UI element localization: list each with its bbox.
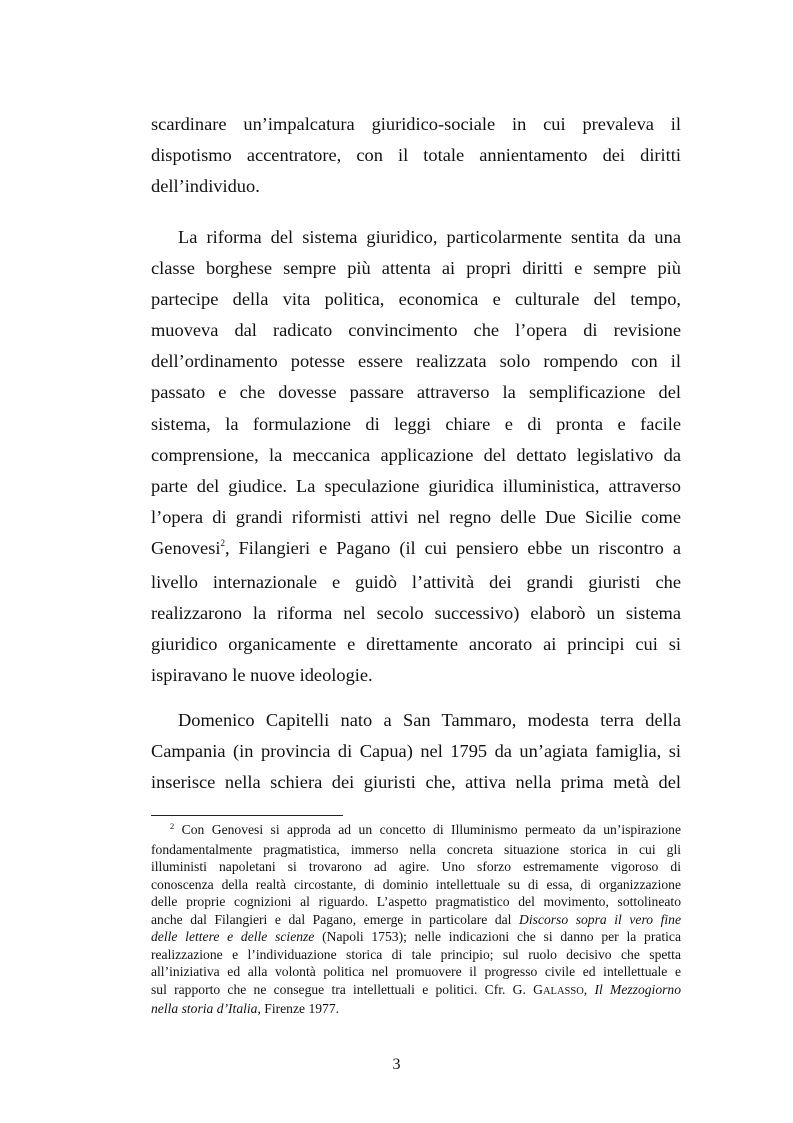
text-line: giuridico organicamente e direttamente ancorato ai principi cui si <box>151 634 681 655</box>
book-title: Il Mezzogiorno <box>594 981 681 997</box>
text-fragment: Con Genovesi si approda ad un concetto di Illuminismo permeato da un’ispirazione <box>174 822 681 837</box>
text-line: comprensione, la meccanica applicazione del dettato legislativo da <box>151 444 681 465</box>
page-number: 3 <box>392 1056 401 1073</box>
footnote-line: illuministi napoletani si trovarono ad agire. Uno sforzo estremamente vigoroso di <box>151 859 681 874</box>
author-initial: G <box>533 981 543 997</box>
footnote-line <box>151 928 681 946</box>
footnote <box>151 821 681 1018</box>
text-line: parte del giudice. La speculazione giuridica illuministica, attraverso <box>151 475 681 496</box>
text-line: realizzarono la riforma nel secolo successivo) elaborò un sistema <box>151 603 681 624</box>
text-line: Campania (in provincia di Capua) nel 1795 da un’agiata famiglia, si <box>151 741 681 762</box>
text-line: l’opera di grandi riformisti attivi nel regno delle Due Sicilie come <box>151 506 681 527</box>
text-line: classe borghese sempre più attenta ai propri diritti e sempre più <box>151 258 681 279</box>
text-fragment: anche dal Filangieri e dal Pagano, emerge in particolare dal <box>151 911 520 927</box>
text-line: dell’individuo. <box>151 176 260 197</box>
footnote-line: conoscenza della realtà circostante, di dominio intellettuale su di essa, di organizzazione <box>151 876 681 892</box>
text-fragment: , <box>583 981 595 997</box>
text-line: sistema, la formulazione di leggi chiare e di pronta e facile <box>151 413 681 434</box>
text-line: passato e che dovesse passare attraverso la semplificazione del <box>151 382 681 403</box>
footnote-line: fondamentalmente pragmatistica, immerso nella concreta situazione storica in cui gli <box>151 841 681 857</box>
footnote-reference[interactable]: 2 <box>220 537 225 548</box>
text-fragment: , Firenze 1977. <box>257 1001 340 1016</box>
footnote-line: realizzazione e l’individuazione storica di tale principio; sul ruolo decisivo che spetta <box>151 946 681 962</box>
footnote-number: 2 <box>170 821 175 831</box>
text-fragment: (Napoli 1753); nelle indicazioni che si danno per la pratica <box>314 929 681 944</box>
footnote-line <box>151 821 681 841</box>
text-line-with-footnote-ref <box>151 533 681 567</box>
footnote-line <box>151 1000 681 1018</box>
text-line: dell’ordinamento potesse essere realizzata solo rompendo con il <box>151 351 681 372</box>
text-line: partecipe della vita politica, economica e culturale del tempo, <box>151 289 681 310</box>
book-title: nella storia d’Italia <box>151 1001 258 1016</box>
text-line: ispiravano le nuove ideologie. <box>151 665 373 686</box>
paragraph-3 <box>151 705 681 798</box>
text-fragment: Genovesi <box>151 537 221 558</box>
text-fragment: sul rapporto che ne consegue tra intellettuali e politici. Cfr. G. <box>151 981 534 997</box>
footnote-line: all’iniziativa ed alla volontà politica nel promuovere il progresso civile ed intellettuale e <box>151 964 681 979</box>
text-line: muoveva dal radicato convincimento che l’opera di revisione <box>151 320 681 341</box>
paragraph-1 <box>151 109 681 202</box>
book-title: delle lettere e delle scienze <box>151 929 315 944</box>
book-title: Discorso sopra il vero fine <box>519 911 681 927</box>
footnote-line <box>151 981 681 1001</box>
text-line: inserisce nella schiera dei giuristi che, attiva nella prima metà del <box>151 772 681 793</box>
text-line: La riforma del sistema giuridico, particolarmente sentita da una <box>178 227 681 247</box>
paragraph-2 <box>151 222 681 691</box>
author-rest: ALASSO <box>542 985 584 997</box>
footnote-line <box>151 911 681 929</box>
text-line: Domenico Capitelli nato a San Tammaro, modesta terra della <box>178 710 681 730</box>
author-name <box>533 982 584 997</box>
text-line: livello internazionale e guidò l’attività dei grandi giuristi che <box>151 572 681 593</box>
footnote-line: delle proprie cognizioni al riguardo. L’aspetto pragmatistico del movimento, sottolineato <box>151 894 681 909</box>
text-line: scardinare un’impalcatura giuridico-sociale in cui prevaleva il <box>151 114 681 134</box>
text-fragment: , Filangieri e Pagano (il cui pensiero ebbe un riscontro a <box>224 537 681 558</box>
text-line: dispotismo accentratore, con il totale annientamento dei diritti <box>151 145 681 166</box>
footnote-separator <box>151 815 343 816</box>
